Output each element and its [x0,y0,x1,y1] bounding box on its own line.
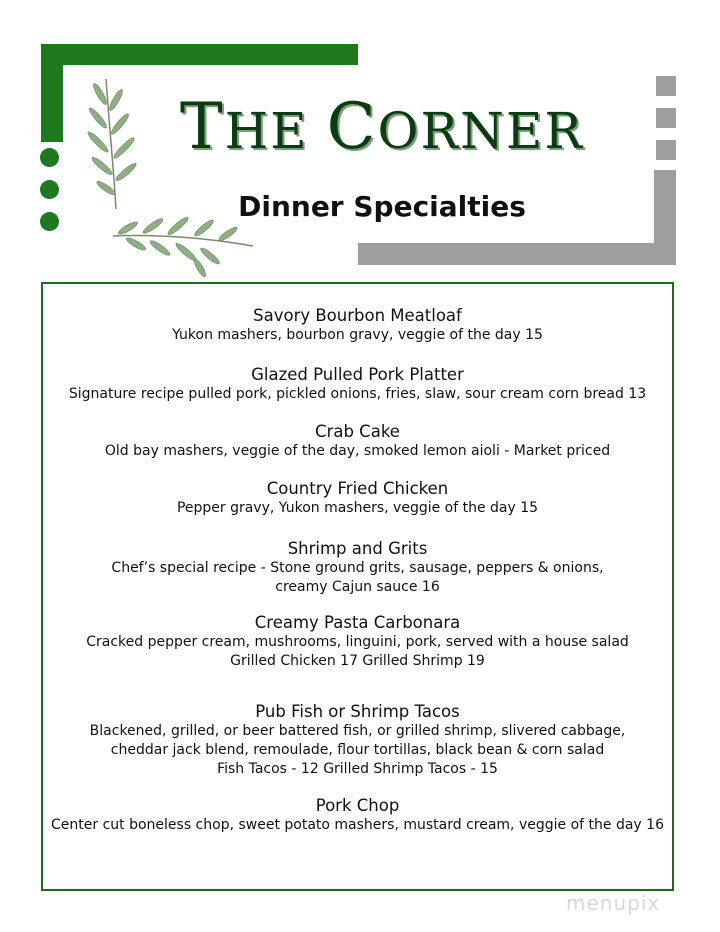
menu-item [43,796,672,835]
menu-item [43,702,672,779]
green-frame-top [41,44,358,65]
menu-box [41,282,674,891]
menu-item-description: Center cut boneless chop, sweet potato mashers, mustard cream, veggie of the day 16 [51,817,664,833]
menu-item [43,422,672,461]
menu-item-name: Pork Chop [315,796,400,815]
menu-item-name: Pub Fish or Shrimp Tacos [255,702,460,721]
menu-item-description: Old bay mashers, veggie of the day, smoked lemon aioli - Market priced [104,443,611,459]
menu-item-description: Blackened, grilled, or beer battered fish, or grilled shrimp, slivered cabbage, cheddar jack blend, remoulade, flour tortillas, black bean & corn salad Fish Tacos - 12 Grilled Shrimp Tacos - 15 [89,723,626,777]
menu-item-name: Savory Bourbon Meatloaf [253,306,462,325]
menu-subtitle: Dinner Specialties [238,190,526,223]
menu-item-name: Glazed Pulled Pork Platter [251,365,464,384]
menu-item-description: Cracked pepper cream, mushrooms, linguini, pork, served with a house salad Grilled Chicken 17 Grilled Shrimp 19 [86,634,629,669]
menu-item-description: Yukon mashers, bourbon gravy, veggie of the day 15 [172,327,543,343]
menu-item [43,479,672,518]
menu-item-description: Signature recipe pulled pork, pickled onions, fries, slaw, sour cream corn bread 13 [68,386,647,402]
menu-item [43,613,672,671]
watermark: menupix [566,891,661,915]
menu-item-name: Shrimp and Grits [287,539,428,558]
menu-item [43,365,672,404]
menu-item-description: Pepper gravy, Yukon mashers, veggie of the day 15 [176,500,539,516]
menu-item-description: Chef’s special recipe - Stone ground grits, sausage, peppers & onions, creamy Cajun sauce 16 [111,560,604,595]
menu-item-name: Country Fried Chicken [266,479,449,498]
page-title: THE CORNER [179,90,585,164]
menu-item-name: Creamy Pasta Carbonara [254,613,461,632]
menu-item [43,306,672,345]
menu-item-name: Crab Cake [315,422,400,441]
menu-item [43,539,672,597]
gray-frame-bottom [358,243,676,265]
